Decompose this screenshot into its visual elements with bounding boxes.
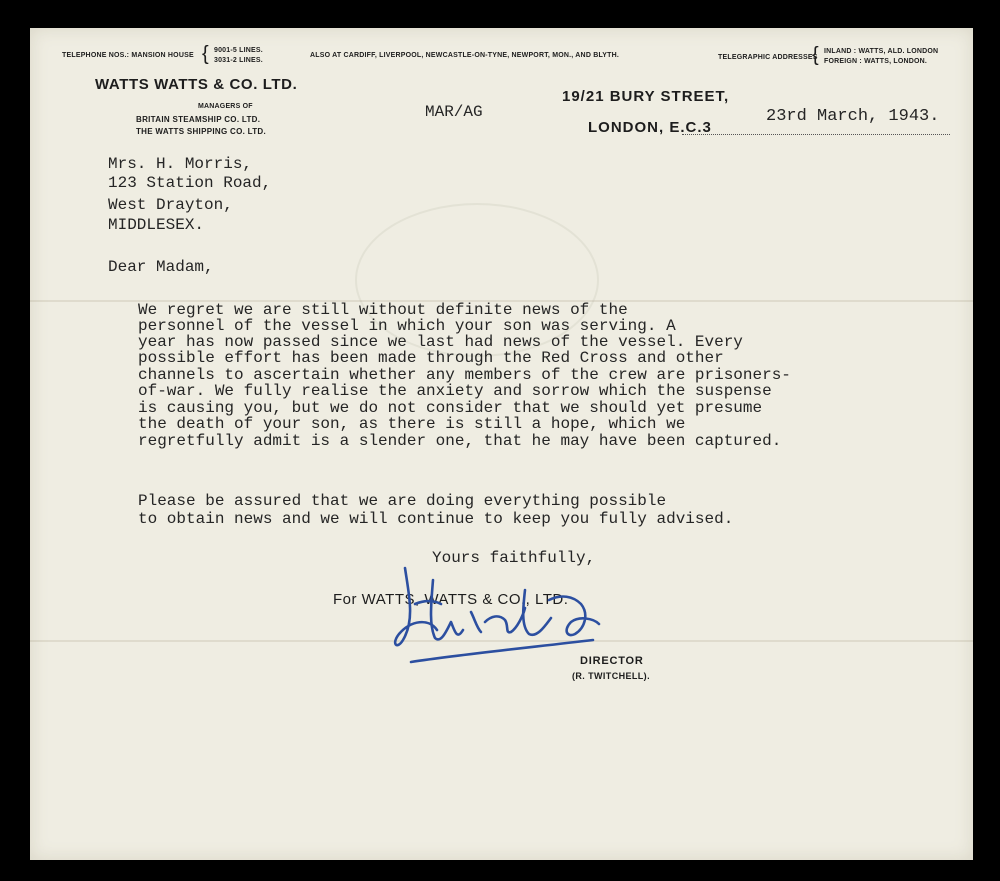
brace: { — [202, 43, 209, 65]
body-line: possible effort has been made through the Red Cross and other — [138, 349, 724, 367]
body-line: channels to ascertain whether any members of the crew are prisoners- — [138, 366, 791, 384]
recipient-line: West Drayton, — [108, 196, 233, 214]
salutation: Dear Madam, — [108, 258, 214, 276]
letter-date: 23rd March, 1943. — [766, 107, 940, 126]
body-line: of-war. We fully realise the anxiety and sorrow which the suspense — [138, 382, 772, 400]
body-line: Please be assured that we are doing everything possible — [138, 492, 667, 510]
telegraphic-line: INLAND : WATTS, ALD. LONDON — [824, 48, 939, 55]
telephone-line: 3031-2 LINES. — [214, 57, 263, 64]
telegraphic-line: FOREIGN : WATTS, LONDON. — [824, 58, 928, 65]
recipient-line: MIDDLESEX. — [108, 216, 205, 234]
signatory-title: DIRECTOR — [580, 655, 644, 667]
for-company: For WATTS, WATTS & CO., LTD. — [333, 591, 569, 608]
managed-company: BRITAIN STEAMSHIP CO. LTD. — [136, 115, 261, 124]
telegraphic-label: TELEGRAPHIC ADDRESSES — [718, 54, 818, 61]
recipient-line: 123 Station Road, — [108, 174, 272, 192]
brace: { — [812, 44, 819, 66]
body-line: year has now passed since we last had news of the vessel. Every — [138, 333, 743, 351]
address-city: LONDON, E.C.3 — [588, 119, 712, 136]
closing: Yours faithfully, — [432, 549, 596, 567]
managers-label: MANAGERS OF — [198, 103, 253, 110]
reference-code: MAR/AG — [425, 103, 483, 121]
date-dotted-line — [682, 134, 950, 135]
address-street: 19/21 BURY STREET, — [562, 88, 730, 105]
body-line: personnel of the vessel in which your son was serving. A — [138, 317, 676, 335]
recipient-line: Mrs. H. Morris, — [108, 155, 253, 173]
telephone-label: TELEPHONE NOS.: MANSION HOUSE — [62, 52, 194, 59]
signatory-name: (R. TWITCHELL). — [572, 671, 650, 681]
telephone-line: 9001-5 LINES. — [214, 47, 263, 54]
body-line: regretfully admit is a slender one, that he may have been captured. — [138, 432, 782, 450]
managed-company: THE WATTS SHIPPING CO. LTD. — [136, 127, 267, 136]
body-line: to obtain news and we will continue to keep you fully advised. — [138, 510, 734, 528]
company-name: WATTS WATTS & CO. LTD. — [95, 76, 298, 93]
branch-offices: ALSO AT CARDIFF, LIVERPOOL, NEWCASTLE-ON-TYNE, NEWPORT, MON., AND BLYTH. — [310, 52, 620, 59]
body-line: We regret we are still without definite news of the — [138, 301, 628, 319]
body-line: the death of your son, as there is still a hope, which we — [138, 415, 686, 433]
body-line: is causing you, but we do not consider that we should yet presume — [138, 399, 763, 417]
